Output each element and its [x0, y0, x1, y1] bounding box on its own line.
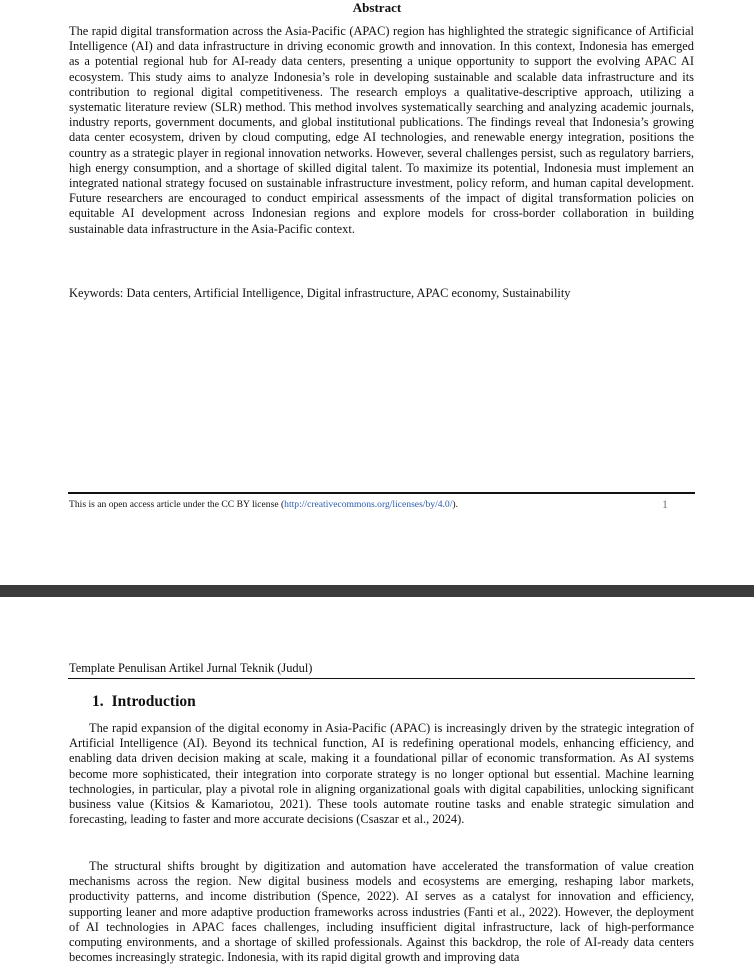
footer-divider: [68, 492, 695, 494]
license-suffix: ).: [452, 499, 458, 510]
license-link[interactable]: http://creativecommons.org/licenses/by/4.0/: [284, 499, 453, 510]
page-separator: [0, 585, 754, 597]
section-number: 1.: [92, 693, 104, 710]
intro-paragraph-2: The structural shifts brought by digitization and automation have accelerated the transformation of value creation mechanisms across the region. New digital business models and ecosystems are emerging, reshaping labor markets, productivity patterns, and income distribution (Spence, 2022). AI serves as a catalyst for innovation and efficiency, supporting leaner and more adaptive production frameworks across industries (Fanti et al., 2022). However, the deployment of AI technologies in APAC faces challenges, including insufficient digital infrastructure, lack of high-performance computing environments, and a shortage of skilled professionals. Against this backdrop, the role of AI-ready data centers becomes increasingly strategic. Indonesia, with its rapid digital growth and improving data: [69, 859, 694, 965]
license-prefix: This is an open access article under the CC BY license (: [69, 499, 285, 510]
header-divider: [68, 678, 695, 679]
abstract-text: The rapid digital transformation across the Asia-Pacific (APAC) region has highlighted the strategic significance of Artificial Intelligence (AI) and data infrastructure in driving economic growth and innovation. In this context, Indonesia has emerged as a potential regional hub for AI-ready data centers, presenting a unique opportunity to support the evolving APAC AI ecosystem. This study aims to analyze Indonesia’s role in developing sustainable and scalable data infrastructure and its contribution to regional digital competitiveness. The research employs a qualitative-descriptive approach, utilizing a systematic literature review (SLR) method. This method involves systematically searching and analyzing academic journals, industry reports, government documents, and global institutional publications. The findings reveal that Indonesia’s growing data center ecosystem, driven by cloud computing, edge AI technologies, and renewable energy integration, positions the country as a strategic player in regional innovation networks. However, several challenges persist, such as regulatory barriers, high energy consumption, and a shortage of skilled digital talent. To maximize its potential, Indonesia must implement an integrated national strategy focused on sustainable infrastructure investment, policy reform, and human capital development. Future researchers are encouraged to conduct empirical assessments of the impact of digital transformation policies on equitable AI development across Indonesian regions and explore models for cross-border collaboration in building sustainable data infrastructure in the Asia-Pacific context.: [69, 24, 694, 236]
intro-paragraph-1: The rapid expansion of the digital economy in Asia-Pacific (APAC) is increasingly driven by the strategic integration of Artificial Intelligence (AI). Beyond its technical function, AI is redefining operational models, enhancing efficiency, and enabling data driven decision making at scale, making it a foundational pillar of economic transformation. As AI systems become more sophisticated, their integration into corporate strategy is no longer optional but essential. Machine learning technologies, in particular, play a pivotal role in aligning organizational goals with digital capabilities, unlocking significant business value (Kitsios & Kamariotou, 2021). These tools automate routine tasks and enable strategic simulation and forecasting, leading to faster and more accurate decisions (Csaszar et al., 2024).: [69, 721, 694, 827]
document-page-2: [0, 597, 754, 965]
section-title: Introduction: [111, 693, 196, 710]
abstract-heading: Abstract: [352, 0, 402, 15]
page-number: 1: [662, 497, 668, 511]
license-note: [69, 499, 458, 511]
section-heading: [92, 693, 196, 711]
keywords-line: Keywords: Data centers, Artificial Intelligence, Digital infrastructure, APAC economy, Sustainability: [69, 286, 571, 300]
running-header: Template Penulisan Artikel Jurnal Teknik (Judul): [69, 661, 313, 675]
